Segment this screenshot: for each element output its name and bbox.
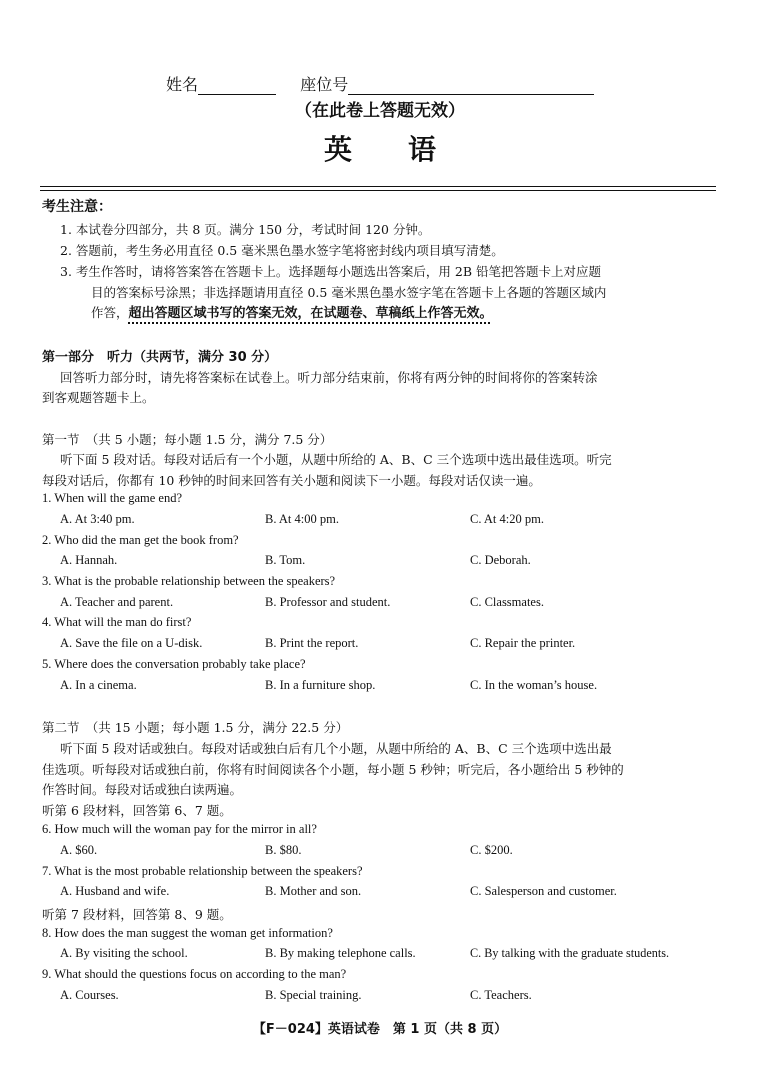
option-c: C. Teachers. <box>470 988 532 1002</box>
option-a: A. At 3:40 pm. <box>60 512 135 526</box>
part1-intro: 到客观题答题卡上。 <box>42 390 155 405</box>
option-c: C. Classmates. <box>470 595 544 609</box>
option-a: A. Hannah. <box>60 553 118 567</box>
divider-rule <box>40 190 716 191</box>
option-a: A. $60. <box>60 843 98 857</box>
option-c: C. Deborah. <box>470 553 531 567</box>
option-c: C. In the woman’s house. <box>470 678 598 692</box>
option-b: B. Special training. <box>265 988 362 1002</box>
question-stem: 2. Who did the man get the book from? <box>42 533 239 547</box>
question-stem: 8. How does the man suggest the woman get information? <box>42 926 333 940</box>
section1-instructions: 每段对话后，你都有 10 秒钟的时间来回答有关小题和阅读下一小题。每段对话仅读一遍。 <box>42 473 541 488</box>
section2-instructions: 佳选项。听每段对话或独白前，你将有时间阅读各个小题，每小题 5 秒钟；听完后，各小题给出 5 秒钟的 <box>42 762 624 777</box>
page-footer: 【F－024】英语试卷 第 1 页（共 8 页） <box>252 1022 508 1037</box>
option-a: A. Courses. <box>60 988 119 1002</box>
notice-item: 2. 答题前，考生务必用直径 0.5 毫米黑色墨水签字笔将密封线内项目填写清楚。 <box>60 243 504 258</box>
notice-item: 3. 考生作答时，请将答案答在答题卡上。选择题每小题选出答案后，用 2B 铅笔把答题卡上对应题 <box>60 264 601 279</box>
option-b: B. Print the report. <box>265 636 359 650</box>
notice-item: 1. 本试卷分四部分，共 8 页。满分 150 分，考试时间 120 分钟。 <box>60 222 431 237</box>
option-b: B. Professor and student. <box>265 595 391 609</box>
question-stem: 6. How much will the woman pay for the mirror in all? <box>42 822 317 836</box>
option-b: B. In a furniture shop. <box>265 678 376 692</box>
option-c: C. $200. <box>470 843 513 857</box>
notice-item-last <box>91 302 493 321</box>
option-a: A. Teacher and parent. <box>60 595 174 609</box>
option-b: B. At 4:00 pm. <box>265 512 339 526</box>
question-stem: 9. What should the questions focus on according to the man? <box>42 967 347 981</box>
option-a: A. By visiting the school. <box>60 946 188 960</box>
option-c: C. By talking with the graduate students. <box>470 946 670 960</box>
notice-item: 目的答案标号涂黑；非选择题请用直径 0.5 毫米黑色墨水签字笔在答题卡上各题的答题区域内 <box>91 285 607 300</box>
material-note: 听第 6 段材料，回答第 6、7 题。 <box>42 803 232 818</box>
option-c: C. At 4:20 pm. <box>470 512 544 526</box>
option-a: A. Husband and wife. <box>60 884 170 898</box>
option-b: B. Tom. <box>265 553 306 567</box>
question-stem: 4. What will the man do first? <box>42 615 192 629</box>
section2-instructions: 作答时间。每段对话或独白读两遍。 <box>42 782 243 797</box>
material-note: 听第 7 段材料，回答第 8、9 题。 <box>42 907 232 922</box>
candidate-info-line <box>166 72 594 95</box>
option-c: C. Repair the printer. <box>470 636 576 650</box>
subject-title: 英语 <box>323 133 492 166</box>
part1-intro: 回答听力部分时，请先将答案标在试卷上。听力部分结束前，你将有两分钟的时间将你的答案转涂 <box>60 370 598 385</box>
seat-label: 座位号 <box>300 75 349 94</box>
divider-rule <box>40 186 716 187</box>
name-blank[interactable] <box>198 78 276 95</box>
notice-title: 考生注意： <box>42 199 112 215</box>
option-b: B. $80. <box>265 843 302 857</box>
option-a: A. In a cinema. <box>60 678 137 692</box>
option-b: B. Mother and son. <box>265 884 362 898</box>
name-label: 姓名 <box>166 75 199 94</box>
option-b: B. By making telephone calls. <box>265 946 416 960</box>
invalid-note: （在此卷上答题无效） <box>295 101 465 121</box>
part1-title: 第一部分 听力（共两节，满分 30 分） <box>42 350 278 365</box>
section1-title: 第一节 （共 5 小题；每小题 1.5 分，满分 7.5 分） <box>42 432 333 447</box>
section2-instructions: 听下面 5 段对话或独白。每段对话或独白后有几个小题，从题中所给的 A、B、C 三个选项中选出最 <box>60 741 612 756</box>
section1-instructions: 听下面 5 段对话。每段对话后有一个小题，从题中所给的 A、B、C 三个选项中选出最佳选项。听完 <box>60 452 612 467</box>
question-stem: 7. What is the most probable relationship between the speakers? <box>42 864 363 878</box>
option-c: C. Salesperson and customer. <box>470 884 617 898</box>
notice-item-text: 作答， <box>91 305 129 320</box>
question-stem: 1. When will the game end? <box>42 491 183 505</box>
section2-title: 第二节 （共 15 小题；每小题 1.5 分，满分 22.5 分） <box>42 720 349 735</box>
option-a: A. Save the file on a U-disk. <box>60 636 203 650</box>
notice-emphasis: 超出答题区域书写的答案无效，在试题卷、草稿纸上作答无效。 <box>128 306 493 321</box>
question-stem: 5. Where does the conversation probably take place? <box>42 657 306 671</box>
seat-blank[interactable] <box>348 78 594 95</box>
question-stem: 3. What is the probable relationship between the speakers? <box>42 574 336 588</box>
